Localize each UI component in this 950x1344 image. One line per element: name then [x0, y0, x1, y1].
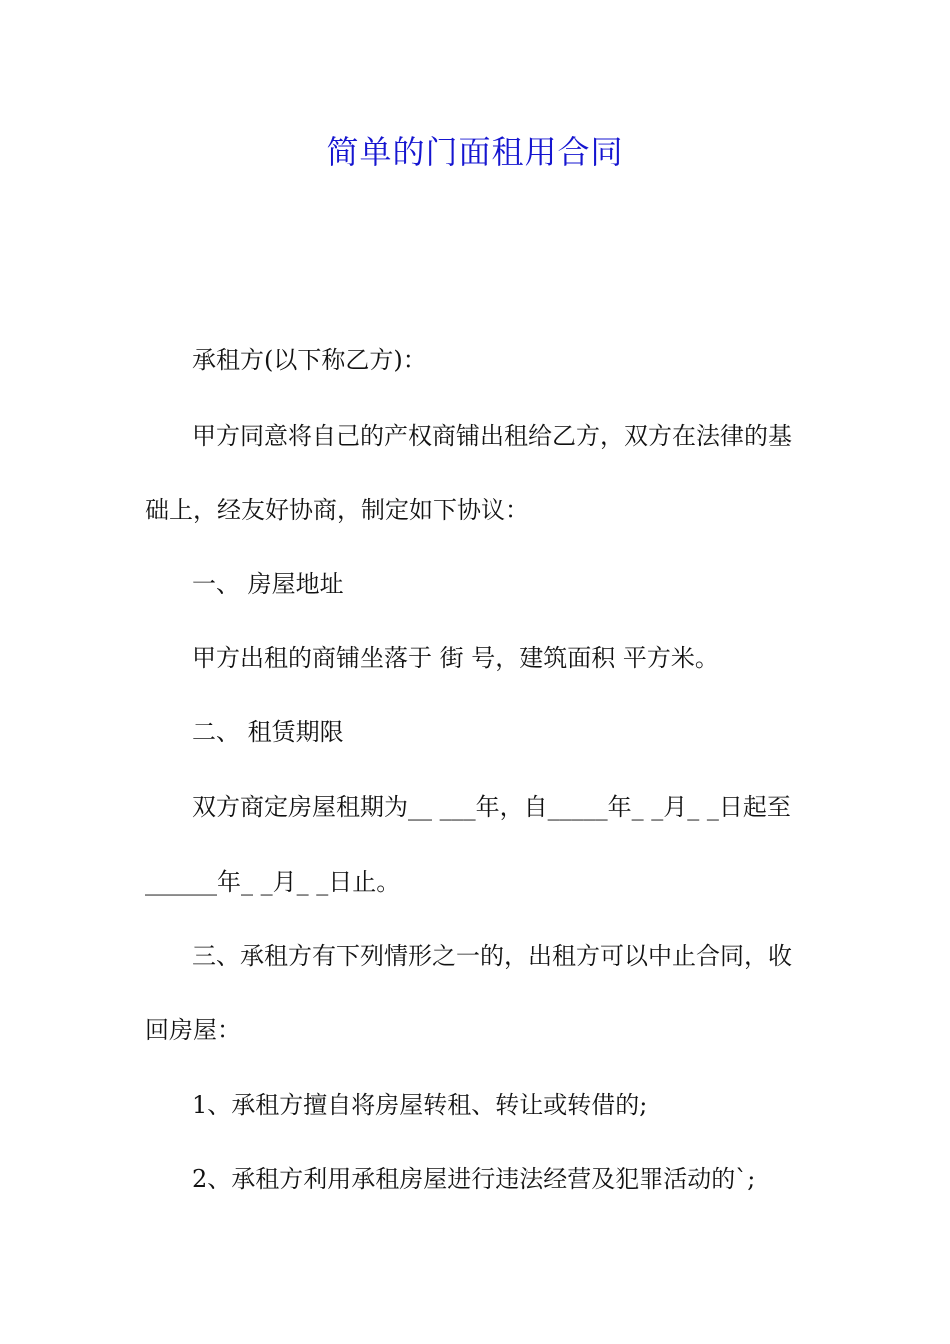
section-heading: 二、 租赁期限 — [192, 718, 344, 746]
paragraph-line: 甲方出租的商铺坐落于 街 号，建筑面积 平方米。 — [192, 644, 719, 672]
document-title: 简单的门面租用合同 — [326, 133, 624, 171]
paragraph-line: 础上，经友好协商，制定如下协议： — [145, 496, 529, 524]
list-item: 2、承租方利用承租房屋进行违法经营及犯罪活动的`; — [192, 1165, 756, 1193]
section-heading: 三、承租方有下列情形之一的，出租方可以中止合同，收 — [192, 942, 792, 970]
paragraph-line: 甲方同意将自己的产权商铺出租给乙方，双方在法律的基 — [192, 422, 792, 450]
paragraph-line: 承租方(以下称乙方)： — [192, 346, 427, 374]
paragraph-line: 回房屋： — [145, 1016, 241, 1044]
paragraph-line: 双方商定房屋租期为__ ___年，自_____年_ _月_ _日起至 — [192, 793, 791, 821]
list-item: 1、承租方擅自将房屋转租、转让或转借的; — [192, 1091, 648, 1119]
paragraph-line: ______年_ _月_ _日止。 — [145, 868, 401, 896]
section-heading: 一、 房屋地址 — [192, 570, 344, 598]
